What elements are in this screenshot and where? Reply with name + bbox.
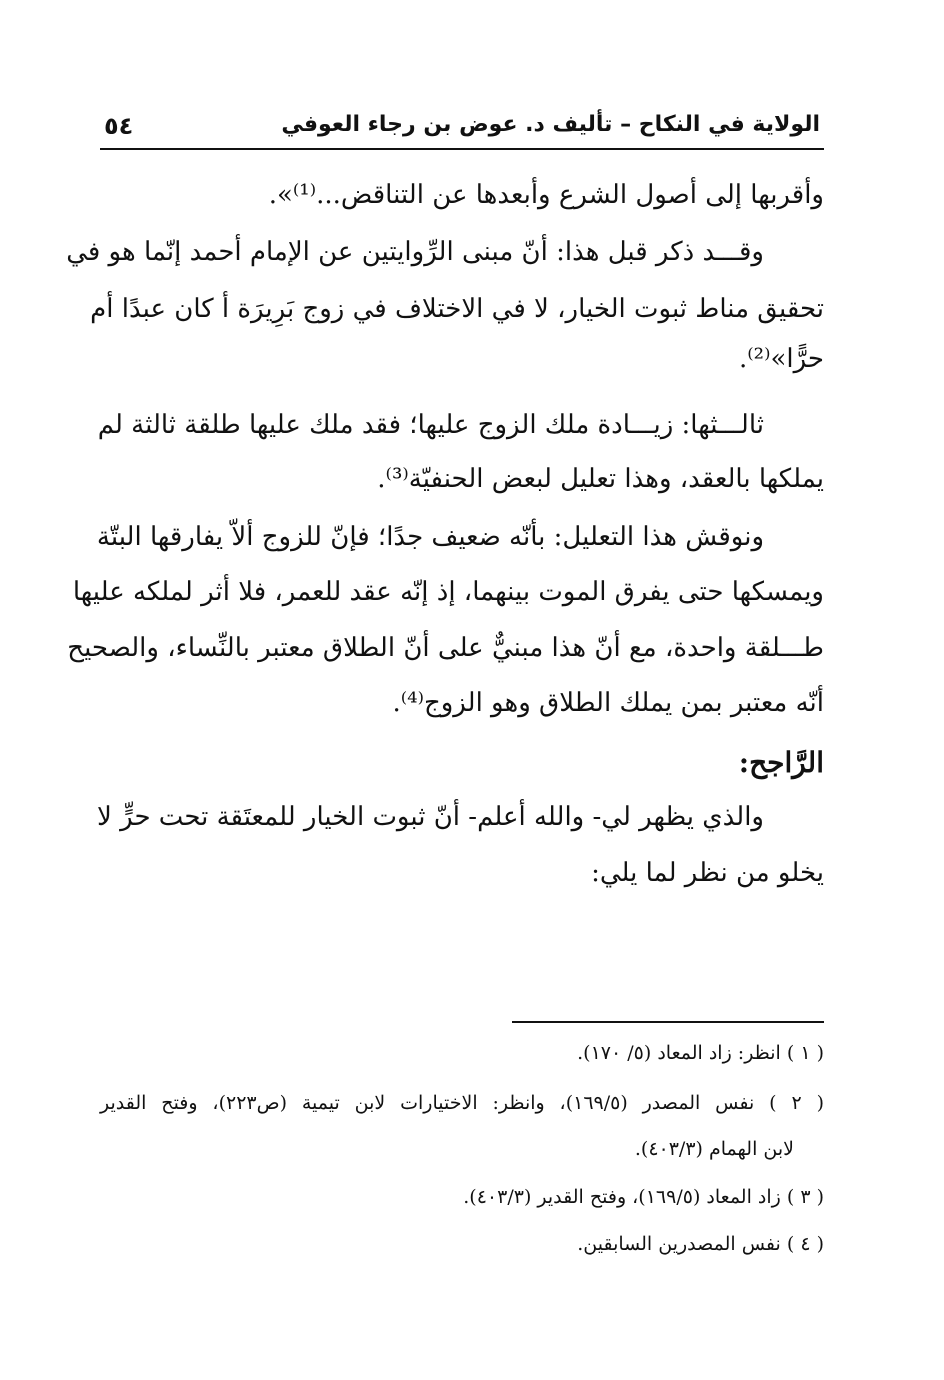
text-line: أنّه معتبر بمن يملك الطلاق وهو الزوج⁽⁴⁾. xyxy=(392,688,824,718)
footnote-separator xyxy=(512,1021,824,1023)
text-line: وقـــد ذكر قبل هذا: أنّ مبنى الرِّوايتين عن الإمام أحمد إنّما هو في xyxy=(66,237,764,267)
footnote-item: ( ٤ ) نفس المصدرين السابقين. xyxy=(577,1233,824,1255)
text-line: وأقربها إلى أصول الشرع وأبعدها عن التناقض...⁽¹⁾». xyxy=(268,180,824,210)
footnote-item: ( ١ ) انظر: زاد المعاد (٥/ ١٧٠). xyxy=(577,1042,824,1064)
text-line: ثالـــثها: زيـــادة ملك الزوج عليها؛ فقد ملك عليها طلقة ثالثة لم xyxy=(97,410,764,440)
footnote-item: ( ٣ ) زاد المعاد (١٦٩/٥)، وفتح القدير (٤٠٣/٣). xyxy=(463,1186,824,1208)
text-line: طـــلقة واحدة، مع أنّ هذا مبنيٌّ على أنّ الطلاق معتبر بالنِّساء، والصحيح xyxy=(67,633,824,663)
text-line: يملكها بالعقد، وهذا تعليل لبعض الحنفيّة⁽³⁾. xyxy=(377,464,824,494)
running-title: الولاية في النكاح – تأليف د. عوض بن رجاء العوفي xyxy=(281,112,820,137)
footnote-item: لابن الهمام (٤٠٣/٣). xyxy=(634,1138,794,1160)
page-number: ٥٤ xyxy=(104,112,134,140)
text-line: تحقيق مناط ثبوت الخيار، لا في الاختلاف في زوج بَرِيرَة أ كان عبدًا أم xyxy=(90,294,824,324)
section-heading: الرَّاجح: xyxy=(738,746,824,779)
page-header xyxy=(100,108,824,150)
footnote-item: ( ٢ ) نفس المصدر (١٦٩/٥)، وانظر: الاختيارات لابن تيمية (ص٢٢٣)، وفتح القدير xyxy=(100,1092,824,1114)
text-line: حرًّا»⁽²⁾. xyxy=(738,344,824,374)
text-line: ويمسكها حتى يفرق الموت بينهما، إذ إنّه عقد للعمر، فلا أثر لملكه عليها xyxy=(72,577,824,607)
text-line: يخلو من نظر لما يلي: xyxy=(591,858,824,888)
text-line: والذي يظهر لي- والله أعلم- أنّ ثبوت الخيار للمعتَقة تحت حرٍّ لا xyxy=(97,802,764,832)
text-line: ونوقش هذا التعليل: بأنّه ضعيف جدًا؛ فإنّ للزوج ألاّ يفارقها البتّة xyxy=(96,522,764,552)
